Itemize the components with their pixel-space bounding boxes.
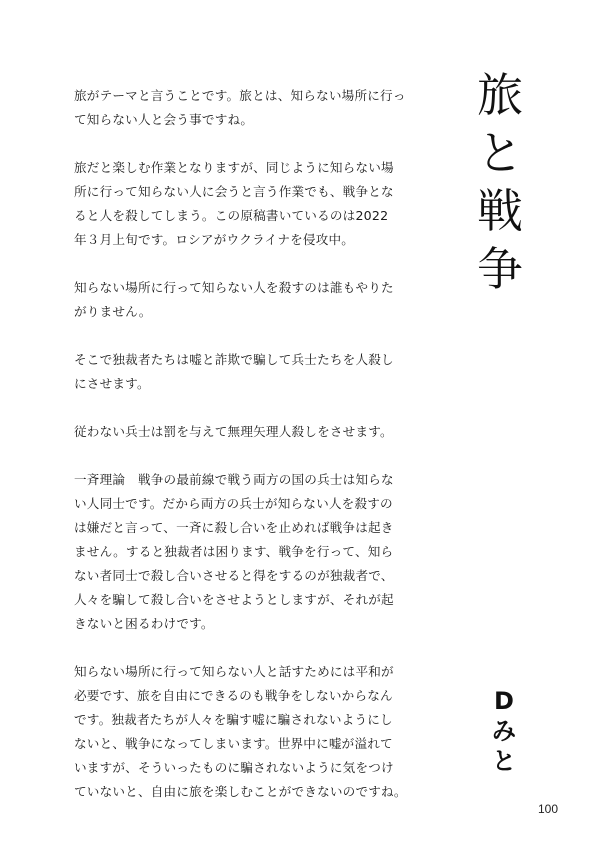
title-char: 戦 [477,184,523,238]
text-line: い人同士です。だから両方の兵士が知らない人を殺すの [74,496,393,511]
paragraph-2 [74,156,414,252]
vertical-author-name [484,686,524,776]
text-line: 所に行って知らない人に会うと言う作業でも、戦争とな [74,184,394,199]
title-char: 旅 [477,68,523,122]
text-line: ない者同士で殺し合いさせると得をするのが独裁者で、 [74,568,394,583]
text-line: 年３月上旬です。ロシアがウクライナを侵攻中。 [74,232,355,247]
paragraph-4 [74,348,414,396]
paragraph-3 [74,276,414,324]
text-line: ていないと、自由に旅を楽しむことができないのですね。 [74,784,407,799]
essay-body [74,84,414,828]
text-line: 人々を騙して殺し合いをさせようとしますが、それが起 [74,592,394,607]
text-line: ないと、戦争になってしまいます。世界中に嘘が溢れて [74,736,393,751]
text-line: がりません。 [74,304,152,319]
paragraph-7 [74,660,414,804]
text-line: いますが、そういったものに騙されないように気をつけ [74,760,394,775]
paragraph-5 [74,420,414,444]
text-line: ません。すると独裁者は困ります、戦争を行って、知ら [74,544,394,559]
text-line: 一斉理論 戦争の最前線で戦う両方の国の兵士は知らな [74,472,394,487]
text-line: 必要です、旅を自由にできるのも戦争をしないからなん [74,688,393,703]
text-line: は嫌だと言って、一斉に殺し合いを止めれば戦争は起き [74,520,394,535]
vertical-title [472,66,528,298]
text-line: きないと困るわけです。 [74,616,214,631]
paragraph-6 [74,468,414,636]
author-char: D [494,687,514,715]
text-line: 旅がテーマと言うことです。旅とは、知らない場所に行っ [74,88,406,103]
text-line: 知らない場所に行って知らない人を殺すのは誰もやりた [74,280,394,295]
title-char: と [477,126,523,180]
text-line: です。独裁者たちが人々を騙す嘘に騙されないようにし [74,712,393,727]
text-line: 旅だと楽しむ作業となりますが、同じように知らない場 [74,160,394,175]
author-char: み [492,717,516,745]
author-char: と [492,747,516,775]
text-line: にさせます。 [74,376,150,391]
text-line: て知らない人と会う事ですね。 [74,112,254,127]
text-line: 知らない場所に行って知らない人と話すためには平和が [74,664,394,679]
text-line: ると人を殺してしまう。この原稿書いているのは2022 [74,208,389,223]
paragraph-1 [74,84,414,132]
title-char: 争 [477,242,523,296]
page-number: 100 [538,802,559,816]
text-line: そこで独裁者たちは嘘と詐欺で騙して兵士たちを人殺し [74,352,394,367]
text-line: 従わない兵士は罰を与えて無理矢理人殺しをさせます。 [74,424,393,439]
